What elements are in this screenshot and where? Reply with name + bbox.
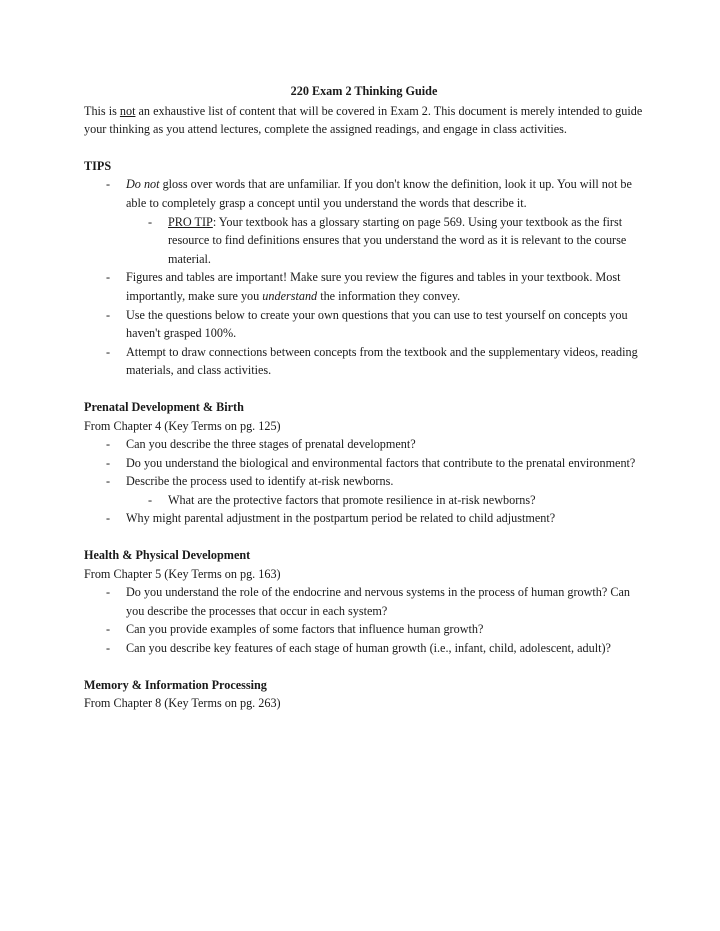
document-title: 220 Exam 2 Thinking Guide: [290, 84, 438, 98]
tip-text: Figures and tables are important! Make sure you review the figures and tables in your textbook. Most importantly, make sure you: [126, 270, 621, 303]
section-heading: Memory & Information Processing: [84, 677, 267, 692]
list-subitem: - What are the protective factors that promote resilience in at-risk newborns?: [168, 491, 644, 510]
list-item: [126, 472, 644, 509]
intro-underlined-not: not: [119, 103, 136, 118]
section-heading: Health & Physical Development: [84, 548, 251, 563]
tip-item-questions: - Use the questions below to create your own questions that you can use to test yourself on concepts you haven't grasped 100%.: [126, 306, 644, 343]
list-item: - Why might parental adjustment in the postpartum period be related to child adjustment?: [126, 509, 644, 528]
tip-italic-understand: understand: [262, 288, 318, 303]
intro-paragraph: [84, 102, 644, 139]
tip-sublist: [126, 213, 644, 269]
section-prenatal: [84, 398, 644, 528]
section-subheading: From Chapter 4 (Key Terms on pg. 125): [84, 418, 281, 433]
list-item: - Can you describe the three stages of prenatal development?: [126, 435, 644, 454]
section-subheading: From Chapter 5 (Key Terms on pg. 163): [84, 566, 281, 581]
section-subheading: From Chapter 8 (Key Terms on pg. 263): [84, 696, 281, 711]
list-item: - Do you understand the biological and environmental factors that contribute to the prenatal environment?: [126, 454, 644, 473]
intro-text-before: This is: [84, 103, 120, 118]
intro-text-after: an exhaustive list of content that will be covered in Exam 2. This document is merely intended to guide your thinking as you attend lectures, complete the assigned readings, and engage in class activities.: [84, 103, 643, 137]
question-list: [84, 435, 644, 528]
section-health: [84, 546, 644, 658]
tip-text: gloss over words that are unfamiliar. If you don't know the definition, look it up. You will not be able to completely grasp a concept until you understand the words that describe it.: [126, 177, 632, 210]
pro-tip-text: : Your textbook has a glossary starting on page 569. Using your textbook as the first resource to find definitions ensures that you understand the word as it is relevant to the course material.: [168, 214, 627, 266]
question-sublist: [126, 491, 644, 510]
tip-text: the information they convey.: [317, 288, 461, 303]
tip-item-figures: [126, 268, 644, 305]
pro-tip-label: PRO TIP: [168, 214, 213, 229]
tips-list: [84, 175, 644, 380]
section-heading: Prenatal Development & Birth: [84, 399, 244, 414]
question-list: [84, 583, 644, 657]
section-memory: [84, 676, 644, 713]
tip-item-connections: - Attempt to draw connections between concepts from the textbook and the supplementary videos, reading materials, and class activities.: [126, 343, 644, 380]
document-body: [84, 82, 644, 713]
list-item: - Can you describe key features of each stage of human growth (i.e., infant, child, adolescent, adult)?: [126, 639, 644, 658]
list-item-text: Describe the process used to identify at-risk newborns.: [126, 474, 394, 489]
tips-heading: TIPS: [84, 158, 112, 173]
list-item: - Can you provide examples of some factors that influence human growth?: [126, 620, 644, 639]
tip-italic-do-not: Do not: [126, 177, 160, 192]
list-item: - Do you understand the role of the endocrine and nervous systems in the process of human growth? Can you describe the processes that occur in each system?: [126, 583, 644, 620]
tip-subitem-pro-tip: [168, 213, 644, 269]
tip-item-unfamiliar-words: [126, 175, 644, 268]
